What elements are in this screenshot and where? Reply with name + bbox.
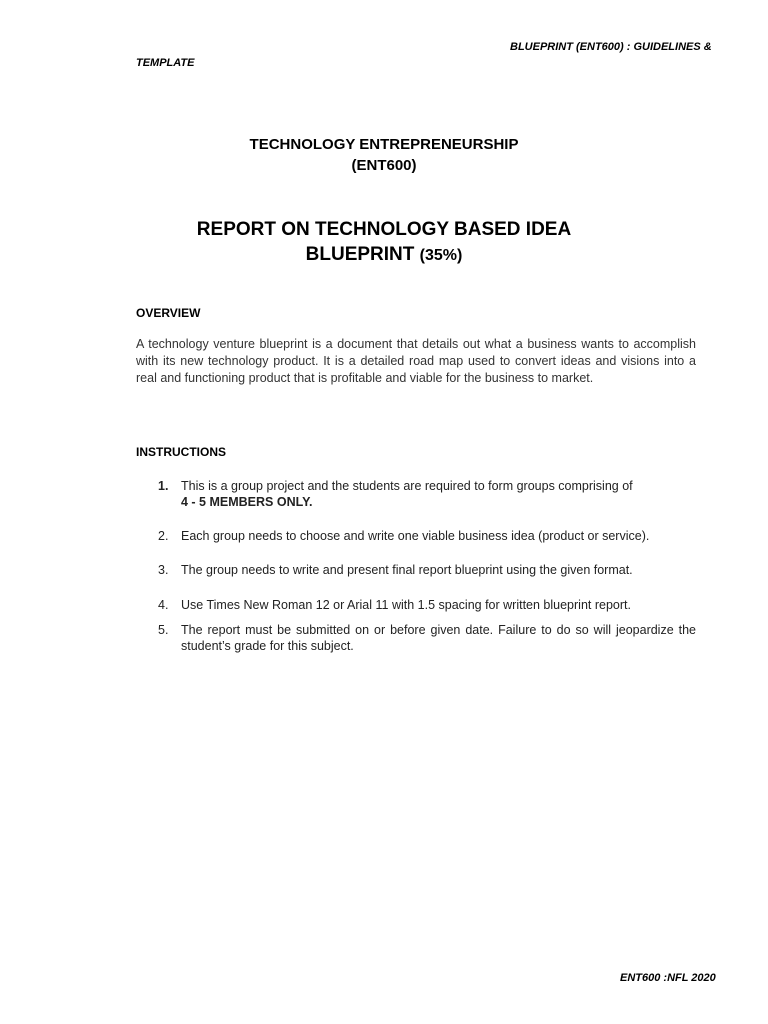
- overview-heading: OVERVIEW: [136, 306, 201, 320]
- list-item-number: 1.: [158, 479, 169, 493]
- list-item: [136, 597, 696, 613]
- list-item-number: 5.: [158, 623, 169, 637]
- list-item-number: 4.: [158, 598, 169, 612]
- list-item: [136, 528, 696, 544]
- list-item-text: The report must be submitted on or before given date. Failure to do so will jeopardize the student’s grade for this subject.: [181, 623, 696, 653]
- overview-paragraph: A technology venture blueprint is a document that details out what a business wants to accomplish with its new technology product. It is a detailed road map used to convert ideas and visions into a real and functioning product that is profitable and viable for the business to market.: [136, 337, 696, 385]
- running-header-continued: TEMPLATE: [136, 57, 195, 69]
- running-footer: ENT600 :NFL 2020: [620, 972, 716, 984]
- list-item-number: 3.: [158, 563, 169, 577]
- list-item-text: Use Times New Roman 12 or Arial 11 with 1.5 spacing for written blueprint report.: [181, 598, 631, 612]
- course-name: TECHNOLOGY ENTREPRENEURSHIP: [249, 136, 519, 153]
- list-item-emphasis: 4 - 5 MEMBERS ONLY.: [181, 495, 313, 509]
- course-title-block: [0, 134, 768, 176]
- list-item-body: This is a group project and the students are required to form groups comprising of: [181, 479, 633, 493]
- report-title-block: [0, 217, 768, 268]
- list-item-text: The group needs to write and present final report blueprint using the given format.: [181, 563, 633, 577]
- list-item-text: [181, 478, 696, 510]
- list-item-text: Each group needs to choose and write one viable business idea (product or service).: [181, 529, 650, 543]
- list-item-number: 2.: [158, 529, 169, 543]
- course-code: (ENT600): [351, 157, 417, 174]
- list-item: [136, 478, 696, 510]
- running-header: BLUEPRINT (ENT600) : GUIDELINES &: [510, 41, 712, 53]
- report-weight: (35%): [419, 247, 463, 264]
- list-item: [136, 622, 696, 654]
- instructions-list: [136, 478, 696, 654]
- report-subtitle-line: [0, 242, 768, 268]
- report-subtitle: BLUEPRINT: [305, 244, 415, 265]
- list-item: [136, 562, 696, 578]
- instructions-heading: INSTRUCTIONS: [136, 445, 226, 459]
- report-title: REPORT ON TECHNOLOGY BASED IDEA: [196, 219, 572, 240]
